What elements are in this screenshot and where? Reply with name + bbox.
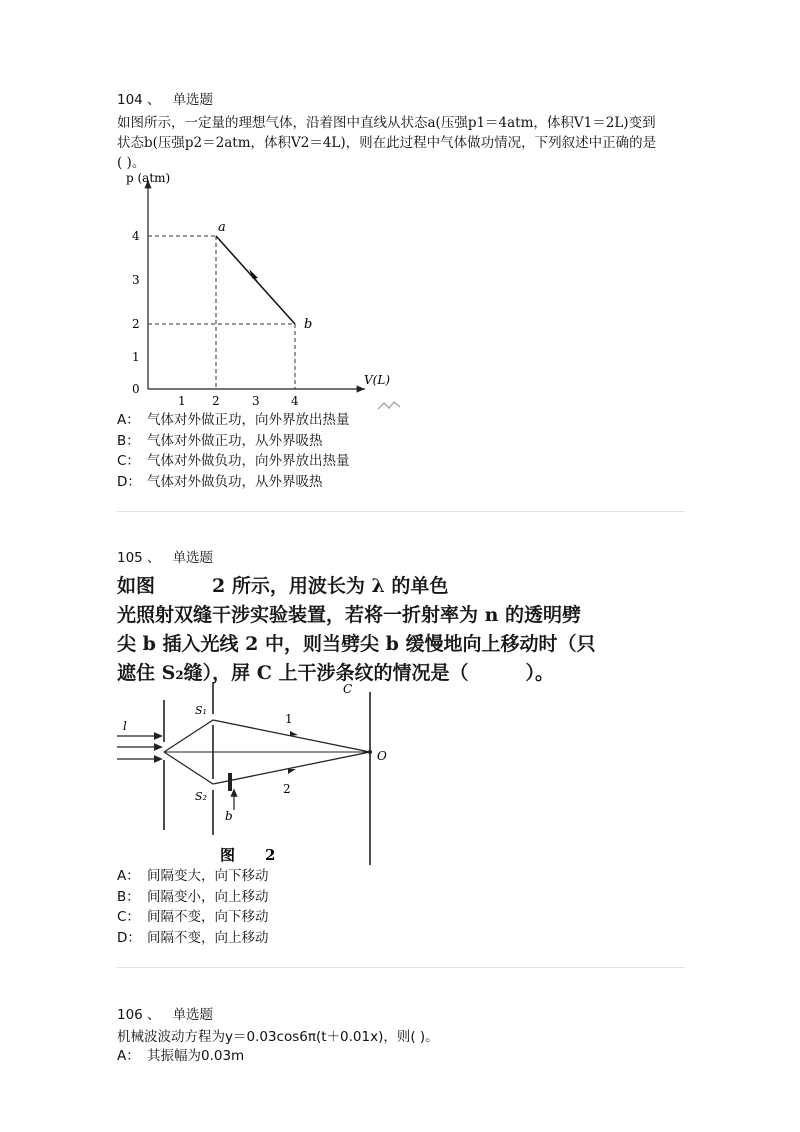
stem-line: ( )。 [117, 155, 146, 171]
wedge-b [228, 773, 232, 791]
question-type: 单选题 [172, 1007, 214, 1023]
stem-line: 如图 2 所示，用波长为 λ 的单色 [117, 575, 449, 597]
option-c[interactable]: C： 气体对外做负功，向外界放出热量 [117, 453, 350, 469]
question-type: 单选题 [172, 92, 214, 108]
question-number: 106 、 [117, 1007, 161, 1023]
stem-line: 如图所示，一定量的理想气体，沿着图中直线从状态a(压强p1＝4atm，体积V1＝2L)变到 [117, 115, 656, 131]
stem-line: 尖 b 插入光线 2 中，则当劈尖 b 缓慢地向上移动时（只 [117, 633, 596, 655]
option-d[interactable]: D： 间隔不变，向上移动 [117, 929, 269, 946]
option-b[interactable]: B： 气体对外做正功，从外界吸热 [117, 432, 323, 449]
y-axis-label: p (atm) [126, 171, 171, 185]
point-b-label: b [304, 317, 313, 332]
question-104-stem [117, 113, 687, 173]
question-105-stem-scan [117, 572, 597, 688]
divider [117, 511, 685, 512]
stem-line: 光照射双缝干涉实验装置，若将一折射率为 n 的透明劈 [117, 604, 582, 626]
stem-line: 遮住 S₂缝），屏 C 上干涉条纹的情况是（ ）。 [117, 662, 555, 684]
s1-label: S₁ [195, 704, 207, 717]
question-number: 105 、 [117, 550, 161, 566]
pv-diagram [110, 165, 410, 415]
question-104-options [117, 410, 350, 492]
option-a[interactable]: A： 气体对外做正功，向外界放出热量 [117, 412, 350, 428]
option-c[interactable]: C： 间隔不变，向下移动 [117, 909, 269, 925]
screen-label: C [343, 682, 353, 696]
process-direction-arrow [249, 269, 259, 283]
option-b[interactable]: B： 间隔变小，向上移动 [117, 888, 269, 905]
light-label: l [123, 719, 127, 733]
y-tick: 3 [132, 273, 140, 287]
scan-mark [378, 402, 400, 409]
ray-to-s1 [164, 720, 213, 752]
point-a-label: a [218, 220, 226, 235]
question-106-header [117, 1003, 213, 1023]
question-type: 单选题 [172, 550, 214, 566]
y-tick: 1 [132, 350, 140, 364]
x-tick: 3 [252, 394, 260, 408]
y-tick: 4 [132, 229, 140, 243]
wedge-label: b [225, 809, 233, 823]
question-106-options [117, 1046, 244, 1067]
figure-caption: 图 2 [220, 846, 276, 864]
y-tick: 2 [132, 317, 140, 331]
x-tick: 4 [291, 394, 299, 408]
ray-2 [213, 752, 370, 784]
x-tick: 2 [212, 394, 220, 408]
point-o-label: O [377, 749, 387, 763]
question-105-header [117, 546, 213, 566]
point-o [368, 750, 372, 754]
s2-label: S₂ [195, 790, 207, 803]
option-a[interactable]: A： 间隔变大，向下移动 [117, 868, 269, 884]
option-d[interactable]: D： 气体对外做负功，从外界吸热 [117, 473, 323, 490]
divider [117, 967, 685, 968]
y-tick: 0 [132, 382, 140, 396]
stem-line: 状态b(压强p2＝2atm，体积V2＝4L)，则在此过程中气体做功情况，下列叙述中正确的是 [117, 135, 657, 151]
question-106-stem: 机械波波动方程为y＝0.03cos6π(t＋0.01x)，则( )。 [117, 1029, 439, 1045]
ray-1-label: 1 [285, 712, 293, 726]
ray-2-label: 2 [283, 782, 291, 796]
process-line-a-b [216, 236, 295, 324]
ray-1-arrow [290, 731, 298, 736]
question-number: 104 、 [117, 92, 161, 108]
x-tick: 1 [178, 394, 186, 408]
question-104-header [117, 88, 213, 108]
ray-to-s2 [164, 752, 213, 784]
x-axis-label: V(L) [364, 373, 390, 387]
question-105-options [117, 866, 269, 948]
ray-2-arrow [288, 769, 296, 774]
double-slit-diagram [115, 680, 405, 870]
option-a[interactable]: A： 其振幅为0.03m [117, 1048, 245, 1064]
